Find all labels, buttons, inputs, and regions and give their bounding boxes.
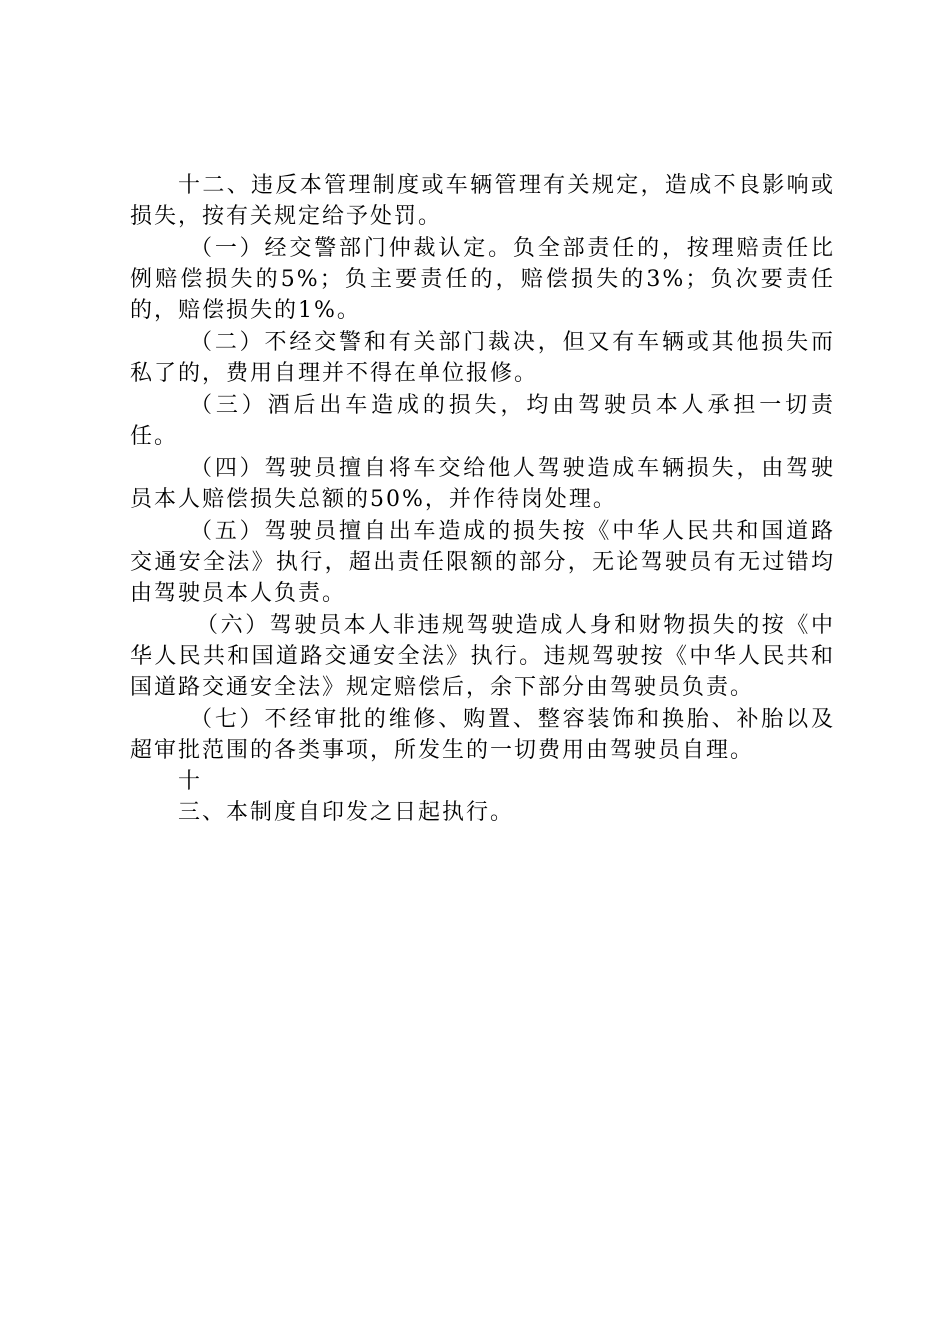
clause-one-paragraph: （一）经交警部门仲裁认定。负全部责任的，按理赔责任比例赔偿损失的5%；负主要责任的，赔偿损失的3%；负次要责任的，赔偿损失的1%。 xyxy=(130,236,835,323)
clause-three-paragraph: （三）酒后出车造成的损失，均由驾驶员本人承担一切责任。 xyxy=(130,393,835,449)
article-thirteen-number-fragment: 十 xyxy=(178,769,203,794)
article-twelve-paragraph: 十二、违反本管理制度或车辆管理有关规定，造成不良影响或损失，按有关规定给予处罚。 xyxy=(130,173,835,229)
clause-seven-paragraph: （七）不经审批的维修、购置、整容装饰和换胎、补胎以及超审批范围的各类事项，所发生的一切费用由驾驶员自理。 xyxy=(130,707,835,763)
document-body xyxy=(130,170,835,828)
clause-four-paragraph: （四）驾驶员擅自将车交给他人驾驶造成车辆损失，由驾驶员本人赔偿损失总额的50%，并作待岗处理。 xyxy=(130,456,835,512)
clause-six-paragraph: （六）驾驶员本人非违规驾驶造成人身和财物损失的按《中华人民共和国道路交通安全法》执行。违规驾驶按《中华人民共和国道路交通安全法》规定赔偿后，余下部分由驾驶员负责。 xyxy=(130,613,835,700)
clause-two-paragraph: （二）不经交警和有关部门裁决，但又有车辆或其他损失而私了的，费用自理并不得在单位报修。 xyxy=(130,330,835,386)
clause-five-paragraph: （五）驾驶员擅自出车造成的损失按《中华人民共和国道路交通安全法》执行，超出责任限额的部分，无论驾驶员有无过错均由驾驶员本人负责。 xyxy=(130,519,835,606)
article-thirteen-paragraph: 三、本制度自印发之日起执行。 xyxy=(178,800,515,825)
